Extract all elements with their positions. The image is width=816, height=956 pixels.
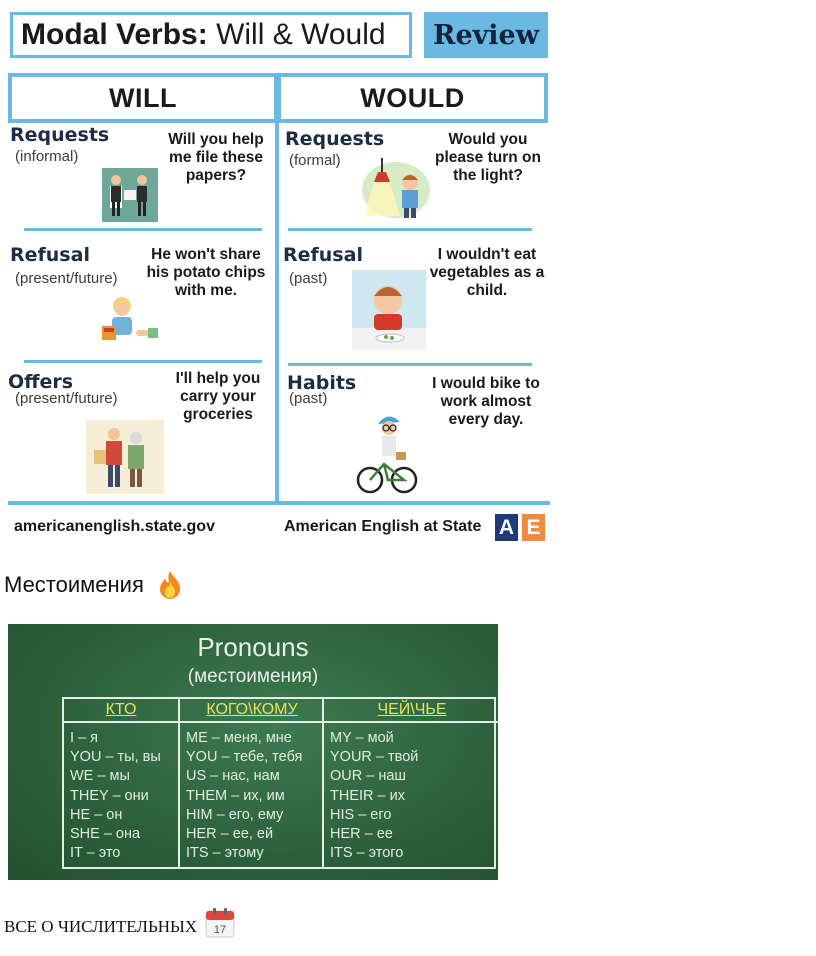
pronouns-column-subject xyxy=(64,699,178,867)
table-row: HIM – его, ему xyxy=(186,806,284,823)
will-requests-category: Requests xyxy=(10,124,110,146)
table-row: MY – мой xyxy=(330,730,394,746)
boy-lamp-illustration xyxy=(362,158,430,218)
table-row: IT – это xyxy=(70,845,121,862)
table-row: THEIR – их xyxy=(330,787,405,804)
will-requests-sub: (informal) xyxy=(15,148,79,165)
calendar-day: 17 xyxy=(213,924,227,936)
would-refusal-category: Refusal xyxy=(283,244,363,266)
will-offers-category: Offers xyxy=(8,371,74,393)
row-divider xyxy=(24,360,262,363)
infographic-title xyxy=(10,12,412,58)
table-row: HER – ее xyxy=(330,826,393,843)
bottom-divider xyxy=(8,501,550,505)
logo-a-icon: A xyxy=(495,514,518,541)
table-row: US – нас, нам xyxy=(186,768,280,785)
numerals-heading xyxy=(4,912,235,942)
pronouns-table xyxy=(62,697,496,869)
pronouns-column-object xyxy=(178,699,324,867)
table-row: YOU – тебе, тебя xyxy=(186,749,303,766)
will-refusal-example: He won't share his potato chips with me. xyxy=(146,246,266,299)
table-row: YOU – ты, вы xyxy=(70,749,161,766)
pronouns-chalkboard xyxy=(8,624,498,880)
fire-emoji-icon xyxy=(156,570,184,600)
child-dinner-illustration xyxy=(352,270,426,350)
table-row: HE – он xyxy=(70,806,123,823)
board-title: Pronouns xyxy=(197,632,309,662)
numerals-heading-text: ВСЕ О ЧИСЛИТЕЛЬНЫХ xyxy=(4,917,198,936)
footer-brand: American English at State xyxy=(284,518,482,535)
would-requests-sub: (formal) xyxy=(289,152,341,169)
logo-e-icon: E xyxy=(522,514,545,541)
will-requests-example: Will you help me file these papers? xyxy=(168,131,264,184)
would-habits-category: Habits xyxy=(287,372,357,394)
column-header: КОГО\КОМУ xyxy=(180,699,324,723)
footer-url: americanenglish.state.gov xyxy=(14,518,215,535)
will-refusal-sub: (present/future) xyxy=(15,270,118,287)
row-divider xyxy=(288,363,532,366)
table-row: ITS – этому xyxy=(186,845,264,862)
office-workers-illustration xyxy=(102,168,158,222)
cyclist-illustration xyxy=(356,408,418,496)
would-requests-example: Would you please turn on the light? xyxy=(435,131,541,184)
table-row: YOUR – твой xyxy=(330,749,419,766)
would-habits-sub: (past) xyxy=(289,390,328,407)
table-row: WE – мы xyxy=(70,768,130,785)
modal-verbs-infographic xyxy=(0,0,556,548)
row-divider xyxy=(288,228,532,231)
boy-with-chips-illustration xyxy=(98,294,162,350)
will-offers-sub: (present/future) xyxy=(15,390,118,407)
table-row: THEM – их, им xyxy=(186,787,285,804)
table-row: HER – ее, ей xyxy=(186,826,274,843)
would-refusal-example: I wouldn't eat vegetables as a child. xyxy=(429,246,545,299)
table-row: THEY – они xyxy=(70,787,149,804)
title-light: Will & Would xyxy=(216,18,386,51)
title-bold: Modal Verbs: xyxy=(21,18,208,51)
column-header: КТО xyxy=(64,699,178,723)
would-habits-example: I would bike to work almost every day. xyxy=(432,375,540,428)
will-column-header: WILL xyxy=(8,73,278,123)
would-column-header: WOULD xyxy=(277,73,548,123)
row-divider xyxy=(24,228,262,231)
review-badge: Review xyxy=(424,12,548,58)
pronouns-heading xyxy=(4,570,184,600)
board-subtitle: (местоимения) xyxy=(187,666,319,687)
table-row: SHE – она xyxy=(70,826,141,843)
calendar-emoji-icon xyxy=(205,908,235,938)
would-refusal-sub: (past) xyxy=(289,270,328,287)
table-row: ITS – этого xyxy=(330,845,404,862)
column-divider xyxy=(275,123,279,503)
will-refusal-category: Refusal xyxy=(10,244,90,266)
would-requests-category: Requests xyxy=(285,128,385,150)
column-header: ЧЕЙ\ЧЬЕ xyxy=(324,699,498,723)
pronouns-heading-text: Местоимения xyxy=(4,572,144,597)
pronouns-column-possessive xyxy=(322,699,498,867)
table-row: I – я xyxy=(70,730,99,746)
will-offers-example: I'll help you carry your groceries xyxy=(175,370,261,423)
table-row: HIS – его xyxy=(330,806,392,823)
table-row: ME – меня, мне xyxy=(186,730,292,746)
table-row: OUR – наш xyxy=(330,768,407,785)
helping-elderly-illustration xyxy=(86,420,164,494)
